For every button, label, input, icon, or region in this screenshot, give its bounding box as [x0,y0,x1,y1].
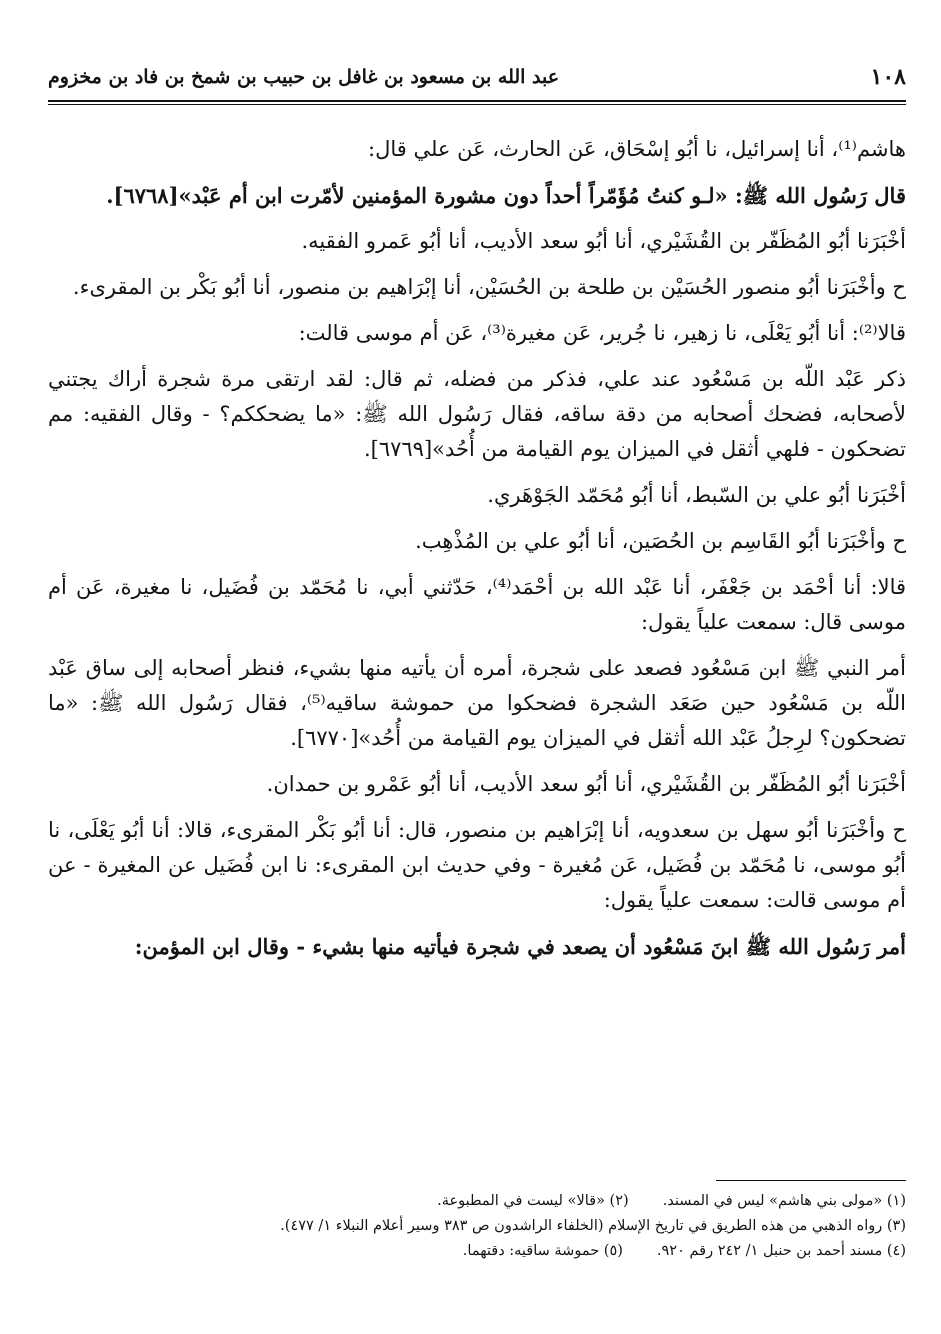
paragraph-3: أخْبَرَنا أبُو المُظَفّر بن القُشَيْري، أنا أبُو سعد الأديب، أنا أبُو عَمرو الفقيه. [301,229,906,253]
footnote-2: (٢) «قالا» ليست في المطبوعة. [437,1193,629,1209]
paragraph-9: قالا: أنا أحْمَد بن جَعْفَر، أنا عَبْد الله بن أحْمَد⁽⁴⁾، حَدّثني أبي، نا مُحَمّد بن فُضَيل، نا مغيرة، عَن أم موسى قال: سمعت علياً يقول: [48,575,907,634]
paragraph-8: ح وأخْبَرَنا أبُو القَاسِم بن الحُصَين، أنا أبُو علي بن المُذْهِب. [415,529,906,553]
footnote-1: (١) «مولى بني هاشم» ليس في المسند. [662,1193,906,1209]
paragraph-11: أخْبَرَنا أبُو المُظَفّر بن القُشَيْري، أنا أبُو سعد الأديب، أنا أبُو عَمْرو بن حمدان. [266,772,906,796]
paragraph-4: ح وأخْبَرَنا أبُو منصور الحُسَيْن بن طلحة بن الحُسَيْن، أنا إبْرَاهيم بن منصور، أنا أبُو بَكْر بن المقرىء. [72,275,906,299]
paragraph-12: ح وأخْبَرَنا أبُو سهل بن سعدويه، أنا إبْرَاهيم بن منصور، قال: أنا أبُو بَكْر المقرىء، قالا: أنا أبُو يَعْلَى، نا أبُو موسى، نا مُحَمّد بن فُضَيل، عَن مُغيرة - وفي حديث ابن المقرىء: نا ابن فُضَيل عن المغيرة - عن أم موسى قالت: سمعت علياً يقول: [48,818,906,912]
footnote-3: (٣) رواه الذهبي من هذه الطريق في تاريخ الإسلام (الخلفاء الراشدون ص ٣٨٣ وسير أعلام النبلاء ١/ ٤٧٧). [280,1218,906,1234]
footnotes [48,1180,906,1264]
running-title: عبد الله بن مسعود بن غافل بن حبيب بن شمخ بن فاد بن مخزوم [48,66,560,88]
paragraph-7: أخْبَرَنا أبُو علي بن السّبط، أنا أبُو مُحَمّد الجَوْهَري. [487,483,906,507]
footnote-row-3 [48,1239,906,1264]
paragraph-2: قال رَسُول الله ﷺ: «لـو كنتُ مُؤَمّراً أحداً دون مشورة المؤمنين لأمّرت ابن أم عَبْد»[٦٧٦٨]. [106,183,906,208]
paragraph-13: أمر رَسُول الله ﷺ ابنَ مَسْعُود أن يصعد في شجرة فيأتيه منها بشيء - وقال ابن المؤمن: [134,934,906,959]
footnote-row-2 [48,1214,906,1239]
footnote-row-1 [48,1189,906,1214]
page-number: ١٠٨ [870,64,906,90]
footnote-rule [716,1180,906,1181]
paragraph-1: هاشم⁽¹⁾، أنا إسرائيل، نا أبُو إسْحَاق، عَن الحارث، عَن علي قال: [368,137,906,161]
header-rule [48,100,906,105]
footnote-5: (٥) حموشة ساقيه: دقتهما. [462,1243,623,1259]
book-page [48,52,906,1302]
main-text [48,132,906,975]
paragraph-5: قالا⁽²⁾: أنا أبُو يَعْلَى، نا زهير، نا جُرير، عَن مغيرة⁽³⁾، عَن أم موسى قالت: [298,321,906,345]
paragraph-6: ذكر عَبْد اللّه بن مَسْعُود عند علي، فذكر من فضله، ثم قال: لقد ارتقى مرة شجرة أراك يجتني لأصحابه، فضحك أصحابه من دقة ساقه، فقال رَسُول الله ﷺ: «ما يضحككم؟ - وقال الفقيه: مم تضحكون - فلهي أثقل في الميزان يوم القيامة من أُحُد»[٦٧٦٩]. [48,367,906,461]
footnote-4: (٤) مسند أحمد بن حنبل ١/ ٢٤٢ رقم ٩٢٠. [656,1243,906,1259]
paragraph-10: أمر النبي ﷺ ابن مَسْعُود فصعد على شجرة، أمره أن يأتيه منها بشيء، فنظر أصحابه إلى ساق عَبْد اللّه بن مَسْعُود حين صَعَد الشجرة فضحكوا من حموشة ساقيه⁽⁵⁾، فقال رَسُول الله ﷺ: «ما تضحكون؟ لرِجلُ عَبْد الله أثقل في الميزان يوم القيامة من أُحُد»[٦٧٧٠]. [48,656,907,750]
page-header [48,52,906,102]
